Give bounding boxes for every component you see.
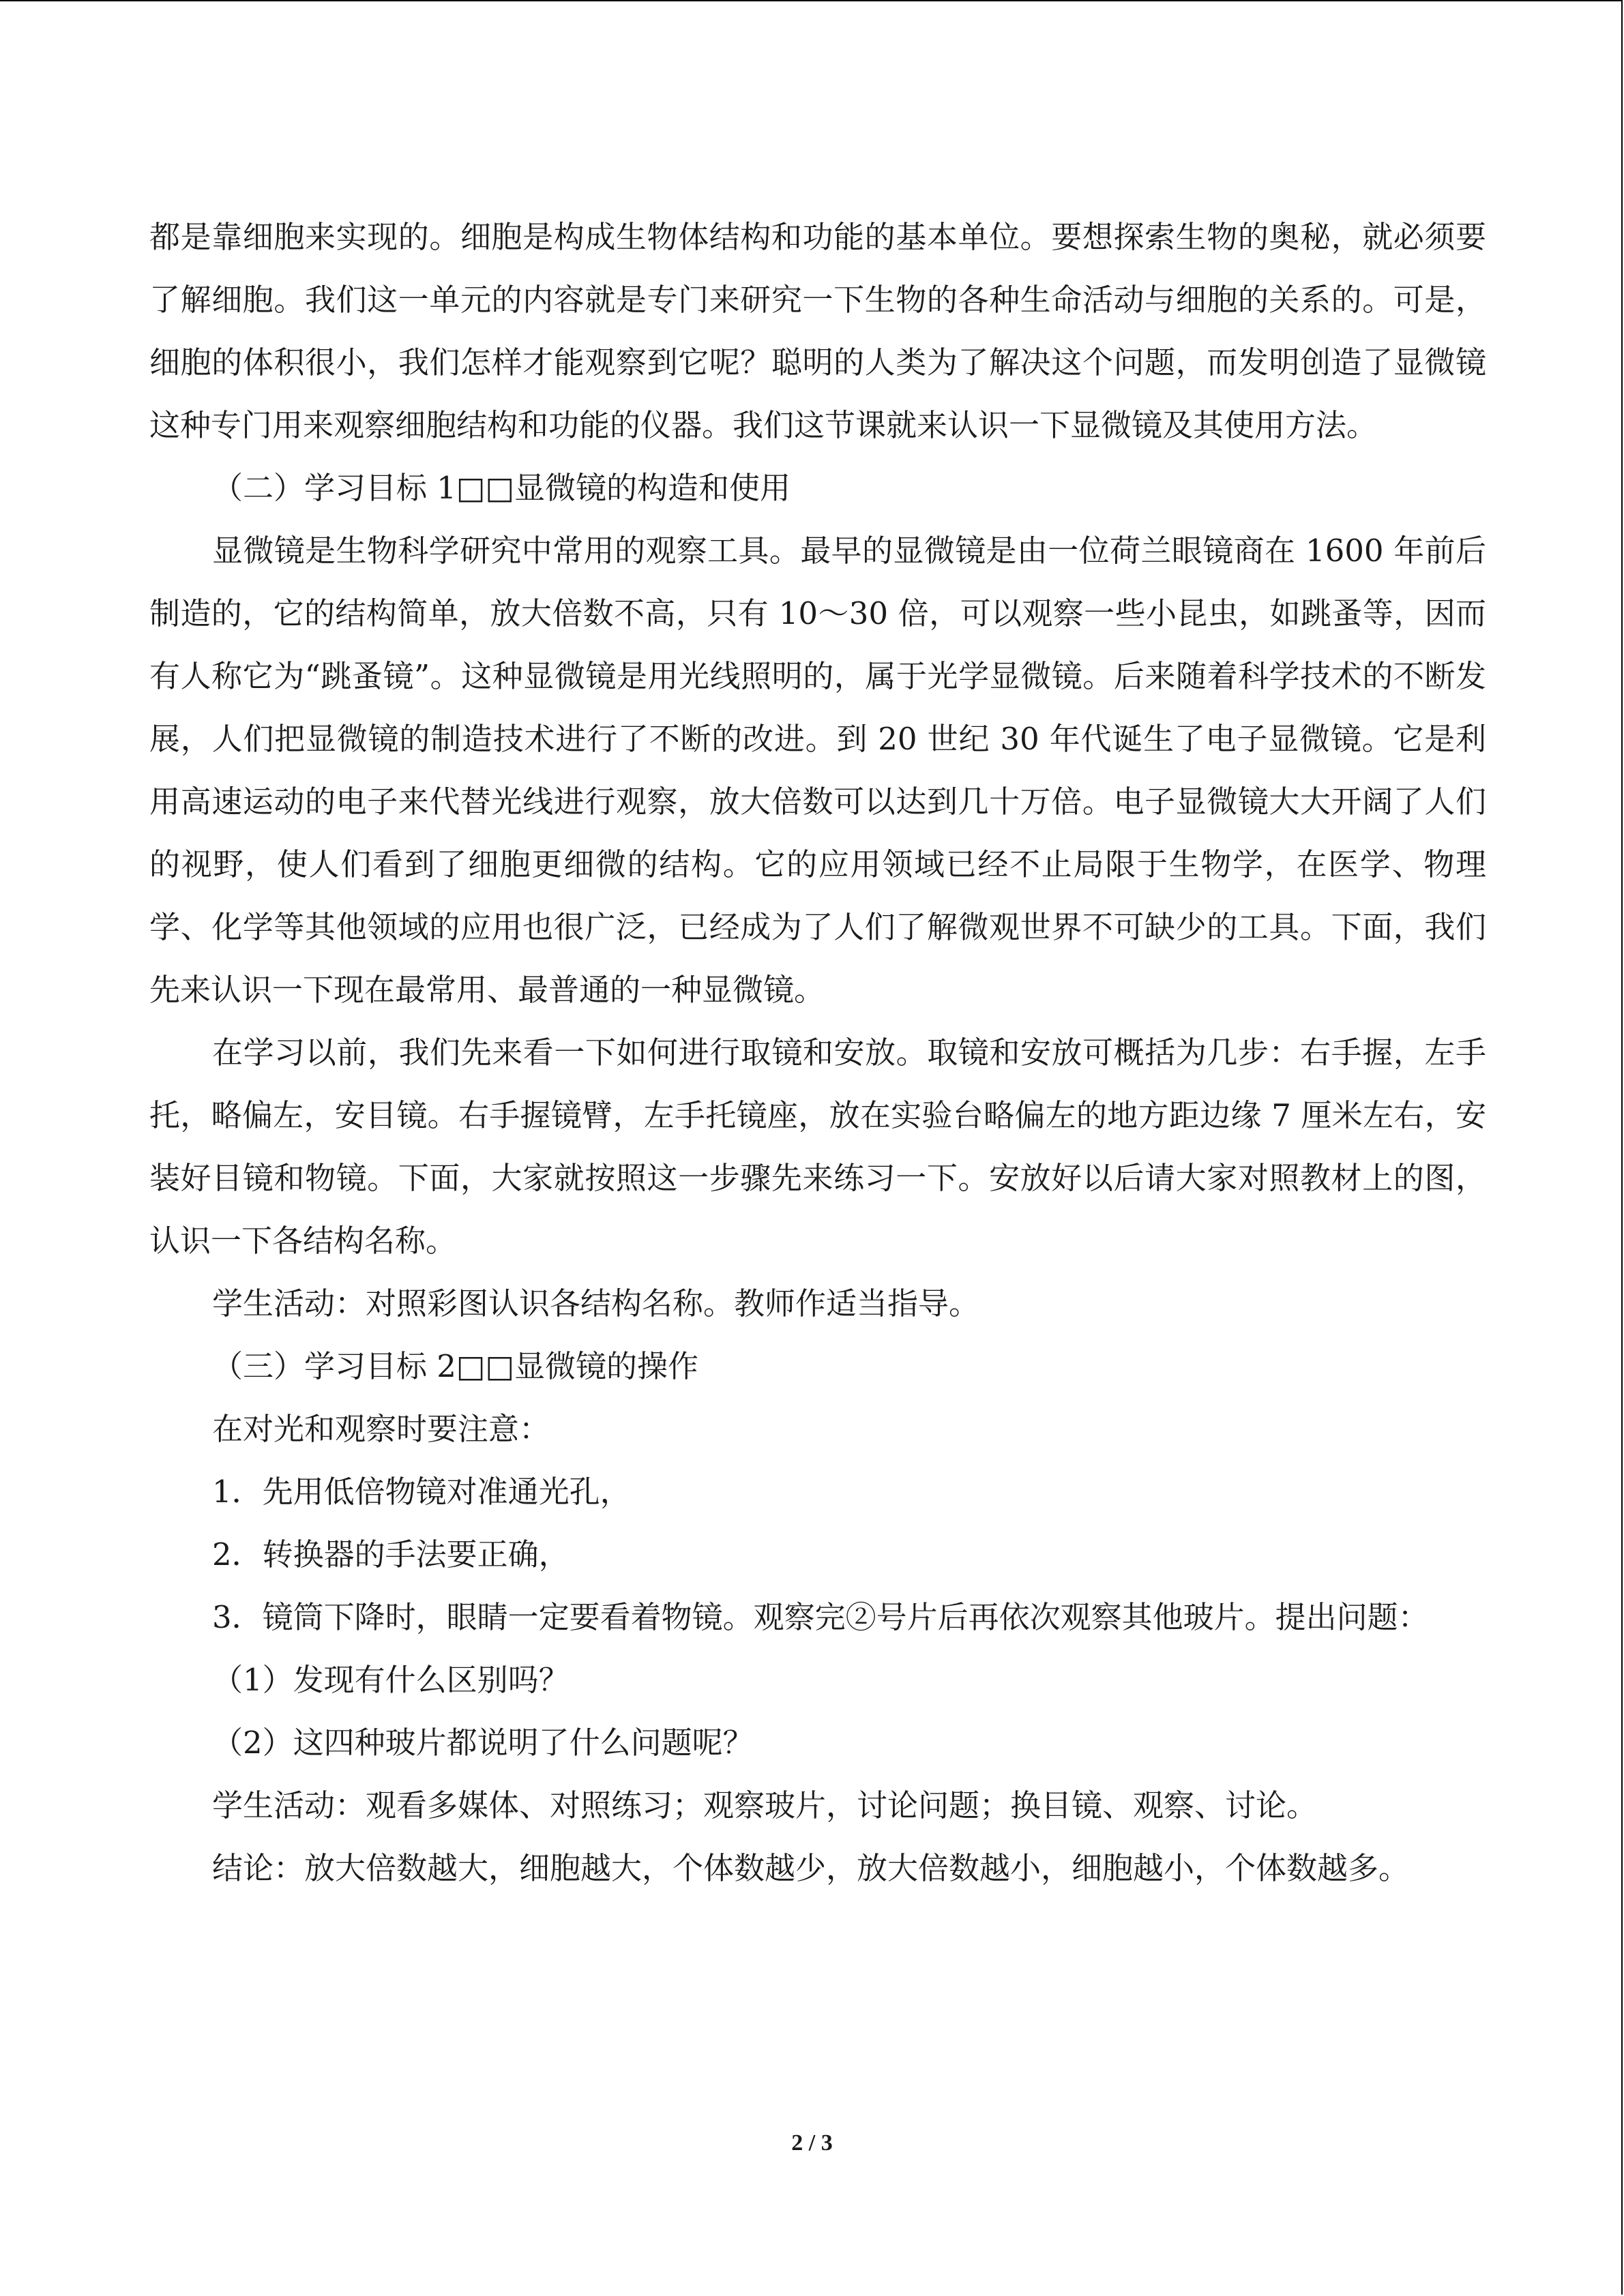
paragraph-intro-continuation: 都是靠细胞来实现的。细胞是构成生物体结构和功能的基本单位。要想探索生物的奥秘，就必须要了解细胞。我们这一单元的内容就是专门来研究一下生物的各种生命活动与细胞的关系的。可是，细胞的体积很小，我们怎样才能观察到它呢？聪明的人类为了解决这个问题，而发明创造了显微镜这种专门用来观察细胞结构和功能的仪器。我们这节课就来认识一下显微镜及其使用方法。 bbox=[149, 219, 1486, 443]
heading-learning-goal-1: （二）学习目标 1□□显微镜的构造和使用 bbox=[212, 470, 791, 506]
heading-learning-goal-2: （三）学习目标 2□□显微镜的操作 bbox=[212, 1348, 698, 1384]
question-2: （2）这四种玻片都说明了什么问题呢？ bbox=[212, 1725, 754, 1761]
list-item-2: 2．转换器的手法要正确， bbox=[212, 1536, 570, 1572]
paragraph-notes-intro: 在对光和观察时要注意： bbox=[212, 1411, 550, 1447]
page-number: 2 / 3 bbox=[791, 2130, 833, 2156]
list-item-1: 1．先用低倍物镜对准通光孔， bbox=[212, 1474, 631, 1510]
document-body bbox=[149, 206, 1486, 1900]
paragraph-microscope-history: 显微镜是生物科学研究中常用的观察工具。最早的显微镜是由一位荷兰眼镜商在 1600 年前后制造的，它的结构简单，放大倍数不高，只有 10～30 倍，可以观察一些小昆虫，如跳蚤等，因而有人称它为“跳蚤镜”。这种显微镜是用光线照明的，属于光学显微镜。后来随着科学技术的不断发展，人们把显微镜的制造技术进行了不断的改进。到 20 世纪 30 年代诞生了电子显微镜。它是利用高速运动的电子来代替光线进行观察，放大倍数可以达到几十万倍。电子显微镜大大开阔了人们的视野，使人们看到了细胞更细微的结构。它的应用领域已经不止局限于生物学，在医学、物理学、化学等其他领域的应用也很广泛，已经成为了人们了解微观世界不可缺少的工具。下面，我们先来认识一下现在最常用、最普通的一种显微镜。 bbox=[149, 533, 1486, 1008]
paragraph-conclusion: 结论：放大倍数越大，细胞越大，个体数越少，放大倍数越小，细胞越小，个体数越多。 bbox=[212, 1850, 1410, 1886]
question-1: （1）发现有什么区别吗？ bbox=[212, 1662, 570, 1698]
list-item-3: 3．镜筒下降时，眼睛一定要看着物镜。观察完②号片后再依次观察其他玻片。提出问题： bbox=[212, 1599, 1429, 1635]
paragraph-taking-and-placing: 在学习以前，我们先来看一下如何进行取镜和安放。取镜和安放可概括为几步：右手握，左手托，略偏左，安目镜。右手握镜臂，左手托镜座，放在实验台略偏左的地方距边缘 7 厘米左右，安装好目镜和物镜。下面，大家就按照这一步骤先来练习一下。安放好以后请大家对照教材上的图，认识一下各结构名称。 bbox=[149, 1034, 1486, 1259]
paragraph-student-activity-1: 学生活动：对照彩图认识各结构名称。教师作适当指导。 bbox=[212, 1285, 980, 1322]
paragraph-student-activity-2: 学生活动：观看多媒体、对照练习；观察玻片，讨论问题；换目镜、观察、讨论。 bbox=[212, 1787, 1318, 1823]
